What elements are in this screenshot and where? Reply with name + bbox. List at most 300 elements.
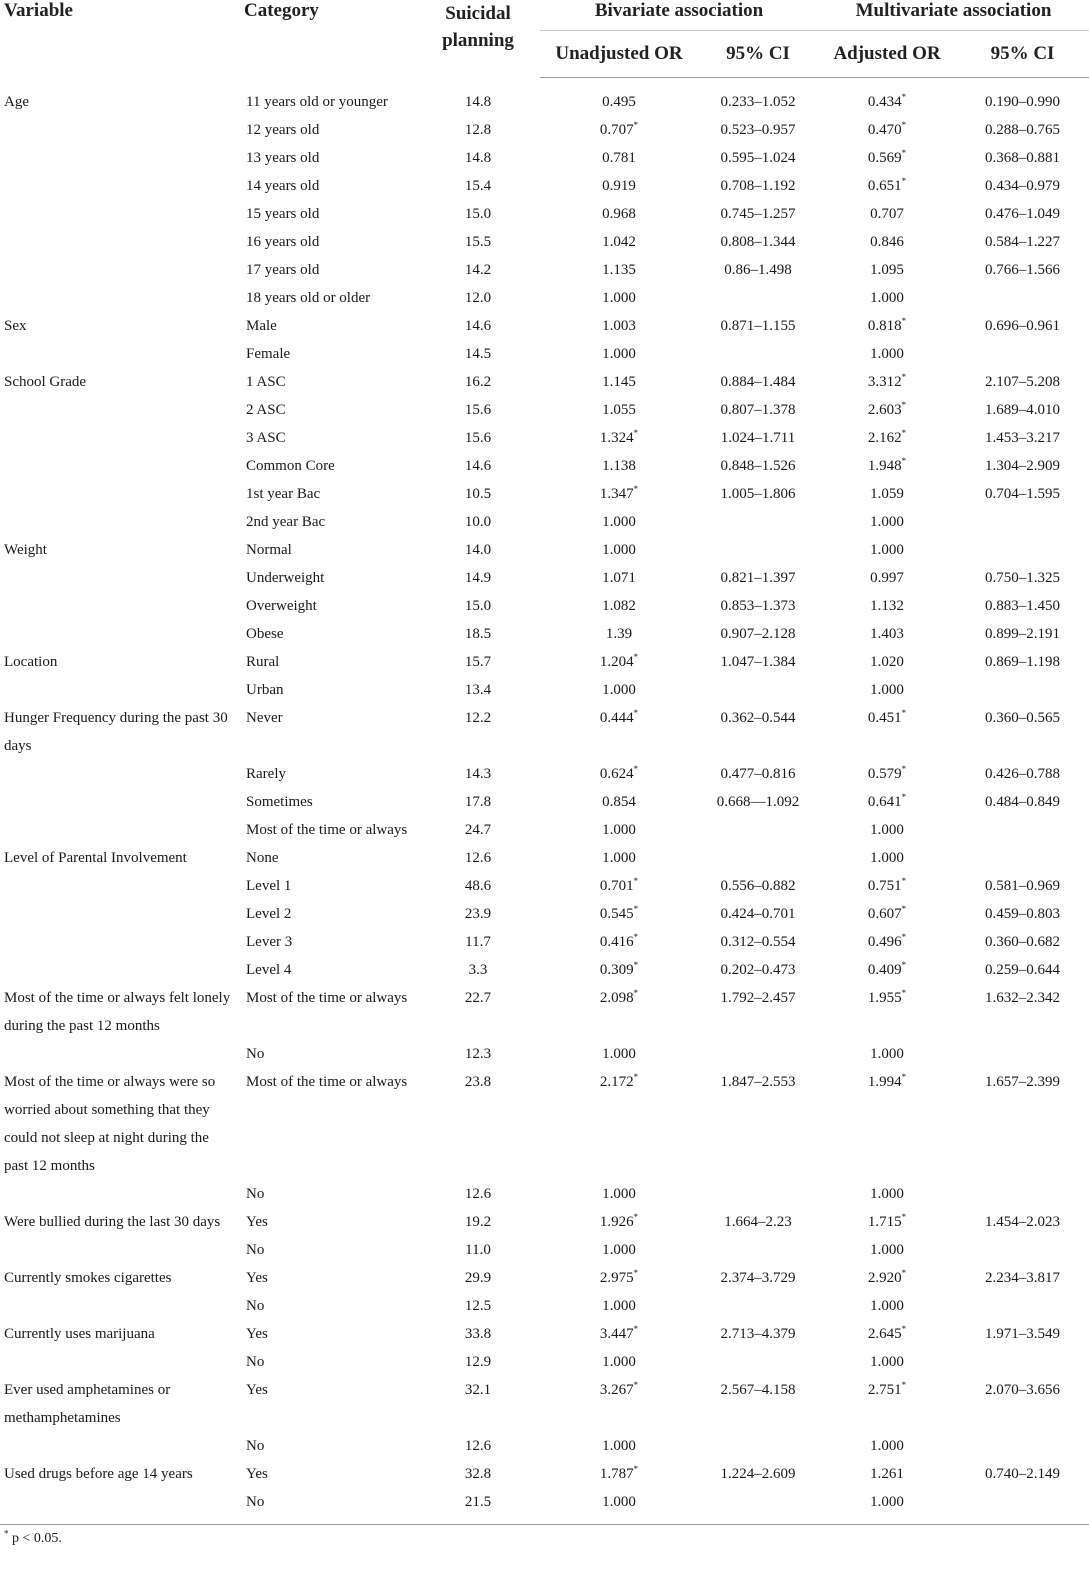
cell-category: 14 years old	[246, 178, 320, 194]
cell-unadjusted-or: 0.416*	[599, 932, 639, 950]
cell-unadjusted-or: 1.145	[602, 374, 636, 390]
cell-variable	[0, 340, 240, 368]
cell-unadjusted-ci: 0.884–1.484	[720, 374, 796, 390]
cell-unadjusted-ci: 2.567–4.158	[720, 1382, 796, 1398]
cell-unadjusted-or: 1.204*	[599, 652, 639, 670]
table-row	[0, 1236, 1089, 1264]
table-row	[0, 620, 1089, 648]
cell-unadjusted-or: 1.000	[602, 514, 636, 530]
cell-variable	[0, 1488, 240, 1516]
table-row	[0, 1348, 1089, 1376]
table-row	[0, 396, 1089, 424]
cell-category: 2 ASC	[246, 402, 286, 418]
cell-unadjusted-or: 1.000	[602, 1438, 636, 1454]
table-row	[0, 480, 1089, 508]
cell-adjusted-ci	[956, 1292, 1089, 1320]
header-category: Category	[244, 0, 319, 21]
cell-unadjusted-or: 1.000	[602, 850, 636, 866]
cell-adjusted-or: 0.707	[870, 206, 904, 222]
cell-variable	[0, 1180, 240, 1208]
cell-adjusted-or: 1.000	[870, 822, 904, 838]
table-row	[0, 676, 1089, 704]
cell-variable	[0, 1292, 240, 1320]
cell-unadjusted-ci: 0.907–2.128	[720, 626, 796, 642]
cell-unadjusted-or: 1.000	[602, 1046, 636, 1062]
cell-variable: Age	[4, 93, 29, 110]
cell-variable	[0, 956, 240, 984]
table-row	[0, 1068, 1089, 1180]
table-row	[0, 1432, 1089, 1460]
cell-category: 16 years old	[246, 234, 320, 250]
table-row	[0, 536, 1089, 564]
cell-category: Most of the time or always	[246, 1074, 408, 1090]
table-row	[0, 144, 1089, 172]
cell-unadjusted-ci: 0.477–0.816	[720, 766, 796, 782]
cell-unadjusted-or: 0.309*	[599, 960, 639, 978]
cell-unadjusted-ci: 0.821–1.397	[720, 570, 796, 586]
cell-category: Level 2	[246, 906, 292, 922]
cell-adjusted-ci: 0.883–1.450	[985, 598, 1061, 614]
cell-unadjusted-ci: 0.595–1.024	[720, 150, 796, 166]
cell-suicidal-planning: 23.9	[464, 906, 492, 922]
cell-adjusted-or: 0.997	[870, 570, 904, 586]
cell-adjusted-ci	[956, 1040, 1089, 1068]
table-row	[0, 172, 1089, 200]
cell-suicidal-planning: 32.1	[464, 1382, 492, 1398]
cell-suicidal-planning: 14.9	[464, 570, 492, 586]
cell-category: 13 years old	[246, 150, 320, 166]
cell-unadjusted-ci	[698, 1432, 818, 1460]
cell-suicidal-planning: 21.5	[464, 1494, 492, 1510]
table-row	[0, 788, 1089, 816]
cell-variable	[0, 452, 240, 480]
cell-unadjusted-ci	[698, 816, 818, 844]
table-row	[0, 844, 1089, 872]
cell-suicidal-planning: 14.0	[464, 542, 492, 558]
cell-category: 18 years old or older	[246, 290, 371, 306]
cell-adjusted-ci: 0.704–1.595	[985, 486, 1061, 502]
cell-unadjusted-or: 1.000	[602, 1186, 636, 1202]
cell-variable	[0, 676, 240, 704]
cell-unadjusted-or: 1.000	[602, 1242, 636, 1258]
cell-adjusted-ci: 2.070–3.656	[985, 1382, 1061, 1398]
cell-variable	[0, 788, 240, 816]
cell-adjusted-or: 1.000	[870, 290, 904, 306]
cell-unadjusted-ci: 0.362–0.544	[720, 710, 796, 726]
cell-unadjusted-ci	[698, 284, 818, 312]
cell-suicidal-planning: 12.8	[464, 122, 492, 138]
cell-variable: Used drugs before age 14 years	[4, 1466, 193, 1482]
cell-adjusted-ci: 0.740–2.149	[985, 1466, 1061, 1482]
cell-adjusted-or: 2.603*	[867, 400, 907, 418]
table-row	[0, 1292, 1089, 1320]
cell-adjusted-ci: 0.484–0.849	[985, 794, 1061, 810]
cell-adjusted-ci: 0.459–0.803	[985, 906, 1061, 922]
cell-category: Urban	[246, 682, 284, 698]
cell-adjusted-ci	[956, 844, 1089, 872]
table-row	[0, 1376, 1089, 1432]
cell-unadjusted-or: 3.267*	[599, 1380, 639, 1398]
cell-adjusted-ci	[956, 676, 1089, 704]
cell-unadjusted-or: 2.975*	[599, 1268, 639, 1286]
cell-variable: Most of the time or always were so worried about something that they could not sleep at night during the past 12 months	[4, 1074, 216, 1174]
cell-unadjusted-or: 3.447*	[599, 1324, 639, 1342]
cell-suicidal-planning: 12.5	[464, 1298, 492, 1314]
cell-category: Most of the time or always	[246, 822, 408, 838]
cell-unadjusted-ci: 0.312–0.554	[720, 934, 796, 950]
cell-suicidal-planning: 15.6	[464, 402, 492, 418]
cell-suicidal-planning: 16.2	[464, 374, 492, 390]
cell-variable	[0, 816, 240, 844]
cell-unadjusted-or: 1.055	[602, 402, 636, 418]
cell-adjusted-ci: 1.657–2.399	[985, 1074, 1061, 1090]
cell-suicidal-planning: 14.6	[464, 458, 492, 474]
table-header	[0, 0, 1089, 78]
cell-adjusted-or: 1.095	[870, 262, 904, 278]
cell-category: Most of the time or always	[246, 990, 408, 1006]
header-multivariate: Multivariate association	[818, 0, 1089, 31]
cell-adjusted-ci: 1.689–4.010	[985, 402, 1061, 418]
table-row	[0, 872, 1089, 900]
cell-adjusted-ci: 0.750–1.325	[985, 570, 1061, 586]
cell-category: Lever 3	[246, 934, 293, 950]
cell-variable	[0, 256, 240, 284]
cell-unadjusted-ci: 0.424–0.701	[720, 906, 796, 922]
cell-unadjusted-or: 1.787*	[599, 1464, 639, 1482]
cell-unadjusted-or: 1.000	[602, 1494, 636, 1510]
cell-adjusted-ci: 0.368–0.881	[985, 150, 1061, 166]
cell-unadjusted-or: 1.000	[602, 1354, 636, 1370]
cell-category: Male	[246, 318, 277, 334]
cell-unadjusted-ci: 0.233–1.052	[720, 94, 796, 110]
cell-unadjusted-ci	[698, 1488, 818, 1516]
cell-category: Yes	[246, 1382, 268, 1398]
cell-unadjusted-ci: 1.847–2.553	[720, 1074, 796, 1090]
cell-adjusted-or: 2.920*	[867, 1268, 907, 1286]
cell-suicidal-planning: 11.7	[465, 934, 491, 950]
cell-category: 17 years old	[246, 262, 320, 278]
cell-unadjusted-ci	[698, 536, 818, 564]
cell-adjusted-or: 0.451*	[867, 708, 907, 726]
cell-unadjusted-ci: 0.853–1.373	[720, 598, 796, 614]
cell-unadjusted-or: 0.919	[602, 178, 636, 194]
cell-suicidal-planning: 3.3	[468, 962, 488, 978]
cell-adjusted-or: 1.000	[870, 1494, 904, 1510]
cell-adjusted-or: 0.651*	[867, 176, 907, 194]
cell-variable: Ever used amphetamines or methamphetamines	[4, 1382, 171, 1426]
cell-unadjusted-or: 0.624*	[599, 764, 639, 782]
cell-unadjusted-ci	[698, 508, 818, 536]
table-row	[0, 312, 1089, 340]
cell-adjusted-ci: 1.971–3.549	[985, 1326, 1061, 1342]
cell-unadjusted-or: 1.000	[602, 542, 636, 558]
cell-adjusted-or: 1.403	[870, 626, 904, 642]
cell-category: No	[246, 1242, 265, 1258]
cell-unadjusted-ci: 0.808–1.344	[720, 234, 796, 250]
cell-variable	[0, 592, 240, 620]
cell-suicidal-planning: 18.5	[464, 626, 492, 642]
cell-suicidal-planning: 15.6	[464, 430, 492, 446]
cell-adjusted-or: 1.000	[870, 850, 904, 866]
cell-unadjusted-ci: 1.024–1.711	[720, 430, 796, 446]
cell-suicidal-planning: 15.0	[464, 206, 492, 222]
cell-variable: Currently uses marijuana	[4, 1326, 155, 1342]
cell-category: 3 ASC	[246, 430, 286, 446]
cell-variable	[0, 872, 240, 900]
cell-category: Common Core	[246, 458, 335, 474]
table-row	[0, 704, 1089, 760]
cell-adjusted-or: 1.261	[870, 1466, 904, 1482]
cell-unadjusted-or: 1.000	[602, 1298, 636, 1314]
cell-variable	[0, 396, 240, 424]
cell-suicidal-planning: 15.4	[464, 178, 492, 194]
cell-category: Sometimes	[246, 794, 313, 810]
cell-adjusted-or: 0.409*	[867, 960, 907, 978]
cell-variable	[0, 928, 240, 956]
cell-adjusted-or: 2.162*	[867, 428, 907, 446]
cell-suicidal-planning: 14.8	[464, 150, 492, 166]
cell-adjusted-ci: 1.453–3.217	[985, 430, 1061, 446]
cell-adjusted-or: 0.579*	[867, 764, 907, 782]
cell-unadjusted-or: 1.000	[602, 346, 636, 362]
cell-variable	[0, 760, 240, 788]
table-row	[0, 284, 1089, 312]
cell-adjusted-ci	[956, 1348, 1089, 1376]
cell-variable: Sex	[4, 318, 27, 334]
cell-adjusted-ci: 0.360–0.682	[985, 934, 1061, 950]
cell-category: 2nd year Bac	[246, 514, 326, 530]
cell-unadjusted-ci	[698, 1040, 818, 1068]
cell-adjusted-ci	[956, 816, 1089, 844]
cell-category: 12 years old	[246, 122, 320, 138]
cell-adjusted-or: 1.000	[870, 1298, 904, 1314]
cell-variable	[0, 172, 240, 200]
cell-unadjusted-ci	[698, 1180, 818, 1208]
cell-variable: School Grade	[4, 374, 87, 390]
cell-variable: Most of the time or always felt lonely during the past 12 months	[4, 990, 231, 1034]
cell-adjusted-or: 1.000	[870, 1186, 904, 1202]
cell-suicidal-planning: 14.3	[464, 766, 492, 782]
cell-variable	[0, 424, 240, 452]
cell-suicidal-planning: 24.7	[464, 822, 492, 838]
cell-adjusted-ci: 0.259–0.644	[985, 962, 1061, 978]
cell-unadjusted-ci: 0.202–0.473	[720, 962, 796, 978]
cell-unadjusted-ci: 0.807–1.378	[720, 402, 796, 418]
cell-suicidal-planning: 12.6	[464, 1186, 492, 1202]
cell-unadjusted-ci: 0.745–1.257	[720, 206, 796, 222]
cell-category: Obese	[246, 626, 284, 642]
cell-unadjusted-ci: 1.664–2.23	[724, 1214, 792, 1230]
cell-suicidal-planning: 12.6	[464, 1438, 492, 1454]
cell-unadjusted-ci: 0.668—1.092	[716, 794, 800, 810]
cell-adjusted-ci	[956, 536, 1089, 564]
footnote-marker: *	[4, 1528, 9, 1539]
cell-unadjusted-or: 1.347*	[599, 484, 639, 502]
cell-variable: Hunger Frequency during the past 30 days	[4, 710, 228, 754]
cell-adjusted-ci: 0.584–1.227	[985, 234, 1061, 250]
cell-unadjusted-or: 0.545*	[599, 904, 639, 922]
cell-category: Level 1	[246, 878, 292, 894]
cell-adjusted-or: 1.948*	[867, 456, 907, 474]
cell-unadjusted-ci: 0.556–0.882	[720, 878, 796, 894]
cell-suicidal-planning: 12.2	[464, 710, 492, 726]
cell-suicidal-planning: 23.8	[464, 1074, 492, 1090]
cell-suicidal-planning: 32.8	[464, 1466, 492, 1482]
table-row	[0, 228, 1089, 256]
cell-category: 1 ASC	[246, 374, 286, 390]
cell-variable: Currently smokes cigarettes	[4, 1270, 172, 1286]
header-bivariate: Bivariate association	[540, 0, 818, 31]
cell-unadjusted-or: 0.781	[602, 150, 636, 166]
cell-adjusted-or: 2.645*	[867, 1324, 907, 1342]
table-row	[0, 200, 1089, 228]
cell-suicidal-planning: 10.0	[464, 514, 492, 530]
cell-unadjusted-or: 1.071	[602, 570, 636, 586]
cell-unadjusted-ci	[698, 1292, 818, 1320]
cell-suicidal-planning: 17.8	[464, 794, 492, 810]
cell-adjusted-ci	[956, 284, 1089, 312]
cell-unadjusted-ci: 1.005–1.806	[720, 486, 796, 502]
cell-category: Rural	[246, 654, 280, 670]
table-row	[0, 984, 1089, 1040]
cell-adjusted-or: 0.496*	[867, 932, 907, 950]
cell-variable	[0, 620, 240, 648]
cell-variable	[0, 284, 240, 312]
cell-adjusted-or: 1.020	[870, 654, 904, 670]
cell-adjusted-ci	[956, 340, 1089, 368]
cell-category: 11 years old or younger	[246, 93, 388, 110]
header-adjusted-or: Adjusted OR	[818, 31, 956, 78]
cell-adjusted-or: 2.751*	[867, 1380, 907, 1398]
table-row	[0, 452, 1089, 480]
cell-unadjusted-or: 0.968	[602, 206, 636, 222]
cell-unadjusted-ci: 0.871–1.155	[720, 318, 796, 334]
cell-unadjusted-or: 1.138	[602, 458, 636, 474]
cell-category: Underweight	[246, 570, 325, 586]
cell-variable: Weight	[4, 542, 47, 558]
cell-suicidal-planning: 14.2	[464, 262, 492, 278]
cell-unadjusted-or: 2.172*	[599, 1072, 639, 1090]
cell-unadjusted-or: 0.495	[602, 94, 636, 110]
cell-unadjusted-ci	[698, 1348, 818, 1376]
cell-adjusted-or: 0.751*	[867, 876, 907, 894]
cell-category: Female	[246, 346, 291, 362]
footnote-text: p < 0.05.	[12, 1531, 62, 1546]
table-row	[0, 648, 1089, 676]
cell-unadjusted-ci: 0.708–1.192	[720, 178, 796, 194]
cell-category: No	[246, 1186, 265, 1202]
cell-category: No	[246, 1494, 265, 1510]
cell-adjusted-or: 1.000	[870, 346, 904, 362]
table-row	[0, 368, 1089, 396]
cell-unadjusted-or: 1.000	[602, 822, 636, 838]
cell-unadjusted-or: 0.444*	[599, 708, 639, 726]
cell-adjusted-ci: 0.766–1.566	[985, 262, 1061, 278]
cell-unadjusted-ci: 2.374–3.729	[720, 1270, 796, 1286]
table-row	[0, 564, 1089, 592]
table-row	[0, 424, 1089, 452]
cell-unadjusted-or: 0.854	[602, 794, 636, 810]
cell-suicidal-planning: 33.8	[464, 1326, 492, 1342]
cell-adjusted-or: 0.569*	[867, 148, 907, 166]
cell-unadjusted-or: 1.926*	[599, 1212, 639, 1230]
cell-adjusted-ci: 1.632–2.342	[985, 990, 1061, 1006]
table-row	[0, 256, 1089, 284]
cell-unadjusted-ci	[698, 340, 818, 368]
cell-variable	[0, 480, 240, 508]
header-ci-multivariate: 95% CI	[956, 31, 1089, 78]
cell-suicidal-planning: 14.8	[464, 93, 492, 110]
cell-suicidal-planning: 15.5	[464, 234, 492, 250]
table-row	[0, 1180, 1089, 1208]
cell-adjusted-ci	[956, 1236, 1089, 1264]
cell-category: Normal	[246, 542, 292, 558]
table-row	[0, 1460, 1089, 1488]
cell-adjusted-or: 1.000	[870, 1046, 904, 1062]
table-row	[0, 116, 1089, 144]
cell-suicidal-planning: 13.4	[464, 682, 492, 698]
cell-unadjusted-or: 0.701*	[599, 876, 639, 894]
cell-suicidal-planning: 11.0	[465, 1242, 491, 1258]
cell-category: None	[246, 850, 279, 866]
cell-unadjusted-ci	[698, 676, 818, 704]
table-row	[0, 1488, 1089, 1516]
cell-adjusted-or: 0.607*	[867, 904, 907, 922]
cell-variable: Location	[4, 654, 58, 670]
cell-category: Yes	[246, 1466, 268, 1482]
cell-unadjusted-or: 1.082	[602, 598, 636, 614]
cell-unadjusted-ci: 1.792–2.457	[720, 990, 796, 1006]
cell-variable: Were bullied during the last 30 days	[4, 1214, 221, 1230]
table-row	[0, 592, 1089, 620]
table-row	[0, 956, 1089, 984]
cell-adjusted-or: 1.000	[870, 1438, 904, 1454]
table-row	[0, 928, 1089, 956]
cell-variable	[0, 508, 240, 536]
cell-unadjusted-ci: 0.848–1.526	[720, 458, 796, 474]
cell-adjusted-ci: 0.869–1.198	[985, 654, 1061, 670]
cell-category: Yes	[246, 1270, 268, 1286]
cell-category: Never	[246, 710, 283, 726]
cell-adjusted-ci: 0.360–0.565	[985, 710, 1061, 726]
cell-category: No	[246, 1298, 265, 1314]
cell-adjusted-ci: 0.426–0.788	[985, 766, 1061, 782]
cell-category: 1st year Bac	[246, 486, 321, 502]
cell-adjusted-ci: 2.234–3.817	[985, 1270, 1061, 1286]
table-row	[0, 760, 1089, 788]
cell-adjusted-ci	[956, 1432, 1089, 1460]
cell-suicidal-planning: 14.5	[464, 346, 492, 362]
cell-adjusted-or: 1.955*	[867, 988, 907, 1006]
table-row	[0, 816, 1089, 844]
table-row	[0, 78, 1089, 117]
cell-unadjusted-ci: 1.224–2.609	[720, 1466, 796, 1482]
cell-adjusted-ci: 0.190–0.990	[985, 94, 1061, 110]
cell-unadjusted-or: 1.324*	[599, 428, 639, 446]
cell-adjusted-ci: 1.304–2.909	[985, 458, 1061, 474]
cell-adjusted-ci: 0.696–0.961	[985, 318, 1061, 334]
cell-variable	[0, 1236, 240, 1264]
cell-adjusted-or: 1.000	[870, 514, 904, 530]
table-row	[0, 1264, 1089, 1292]
cell-unadjusted-ci	[698, 1236, 818, 1264]
cell-unadjusted-ci: 0.86–1.498	[724, 262, 792, 278]
cell-variable	[0, 1040, 240, 1068]
cell-suicidal-planning: 22.7	[464, 990, 492, 1006]
cell-unadjusted-or: 1.042	[602, 234, 636, 250]
table-row	[0, 1208, 1089, 1236]
cell-category: Yes	[246, 1214, 268, 1230]
